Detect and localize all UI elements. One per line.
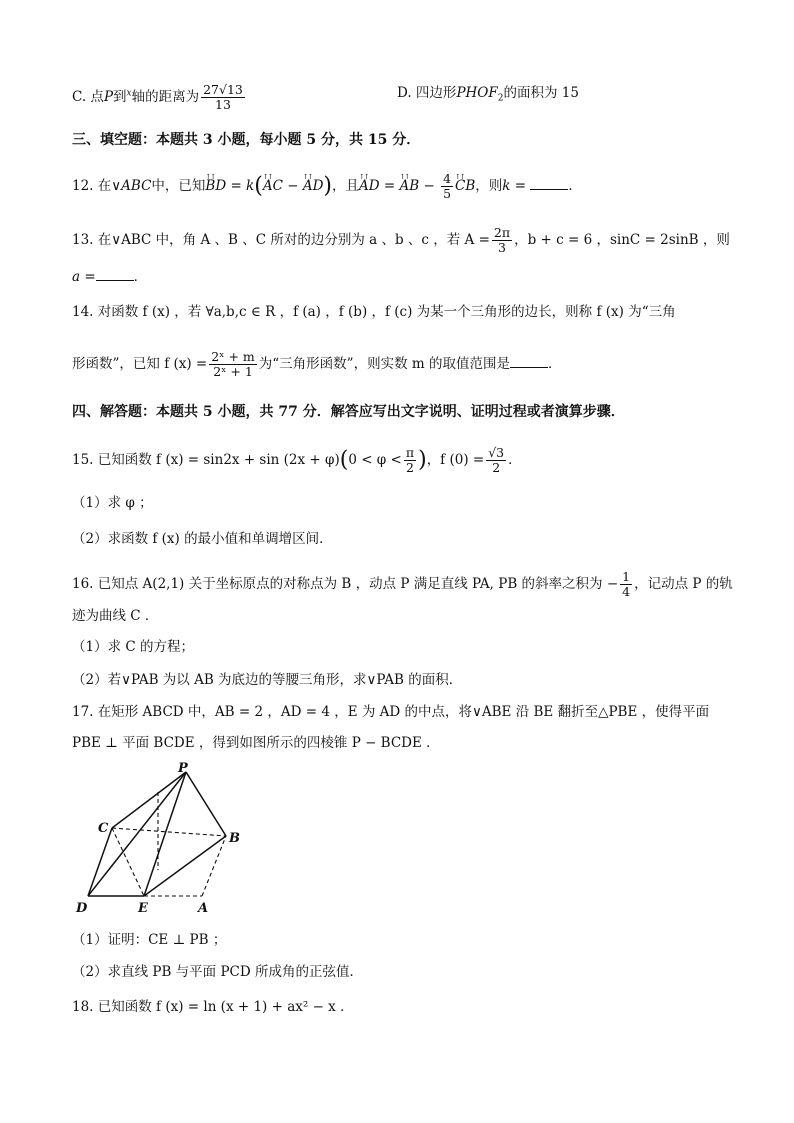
option-d-prefix: D. 四边形 bbox=[397, 85, 457, 101]
section-4-heading: 四、解答题：本题共 5 小题，共 77 分．解答应写出文字说明、证明过程或者演算步骤． bbox=[72, 404, 625, 420]
answer-blank[interactable] bbox=[96, 266, 134, 281]
label-b: B bbox=[229, 831, 240, 846]
frac-numerator: 1 bbox=[622, 569, 631, 584]
vector-ad2: ↑↑ AD bbox=[359, 176, 380, 196]
label-c: C bbox=[98, 821, 109, 836]
vector-ac: ↑↑ AC bbox=[263, 176, 283, 196]
edge-pe bbox=[144, 772, 186, 896]
point-p: P bbox=[103, 89, 114, 105]
left-paren: ( bbox=[254, 173, 263, 199]
q17-part-2: （2）求直线 PB 与平面 PCD 所成角的正弦值． bbox=[72, 964, 363, 980]
frac-numerator: 2π bbox=[493, 225, 511, 240]
vector-ad: ↑↑ AD bbox=[303, 176, 324, 196]
question-13-line-1 bbox=[72, 226, 730, 255]
frac-denominator: 5 bbox=[443, 186, 452, 201]
label-a: A bbox=[198, 901, 209, 916]
q12-text3: ，且 bbox=[332, 178, 359, 194]
q17-part-1: （1）证明：CE ⊥ PB ； bbox=[72, 932, 227, 948]
question-12 bbox=[72, 172, 582, 201]
q12-eq: = bbox=[379, 178, 400, 194]
q13-end: ． bbox=[133, 269, 148, 285]
question-15 bbox=[72, 446, 522, 475]
distance-fraction bbox=[201, 83, 245, 112]
quad-subscript: 2 bbox=[497, 93, 504, 104]
q12-k: = k bbox=[226, 178, 255, 194]
q12-k2: k bbox=[502, 178, 511, 194]
q15-text: 15. 已知函数 f (x) = sin2x + sin (2x + φ) bbox=[72, 452, 340, 468]
frac-numerator: 2ˣ + m bbox=[211, 349, 255, 364]
q14-text3: 为“三角形函数”，则实数 m 的取值范围是 bbox=[258, 356, 510, 372]
option-c-text2: 轴的距离为 bbox=[131, 89, 200, 105]
question-16-line-1 bbox=[72, 570, 733, 599]
q12-end: ． bbox=[568, 178, 582, 194]
q16-fraction bbox=[620, 570, 632, 599]
frac-denominator: 4 bbox=[622, 584, 631, 599]
q14-fraction bbox=[209, 350, 257, 379]
option-c-prefix: C. 点 bbox=[72, 89, 104, 105]
triangle-name: ABC bbox=[121, 178, 152, 194]
x-axis-label: x bbox=[126, 88, 132, 99]
q14-text2: 形函数”，已知 f (x) = bbox=[72, 356, 208, 372]
label-e: E bbox=[138, 901, 148, 916]
q13-text2: ，b + c = 6 ，sinC = 2sinB ，则 bbox=[514, 232, 730, 248]
vector-ab: ↑↑ AB bbox=[399, 176, 419, 196]
q16-part-2: （2）若∨PAB 为以 AB 为底边的等腰三角形，求∨PAB 的面积． bbox=[72, 672, 463, 688]
q14-end: ． bbox=[547, 356, 562, 372]
q15-cond: 0 < φ < bbox=[348, 452, 402, 468]
vector-cb: ↑↑ CB bbox=[455, 176, 475, 196]
question-18: 18. 已知函数 f (x) = ln (x + 1) + ax² − x ． bbox=[72, 999, 354, 1015]
frac-denominator: 3 bbox=[498, 240, 506, 255]
q15-part-1: （1）求 φ ； bbox=[72, 495, 153, 511]
frac-denominator: 2 bbox=[406, 460, 414, 475]
edge-pb bbox=[186, 772, 226, 836]
q16-text2: ，记动点 P 的轨 bbox=[634, 576, 733, 592]
frac-numerator: π bbox=[405, 445, 415, 460]
question-13-line-2 bbox=[72, 266, 147, 287]
vector-bd: ↑↑ BD bbox=[205, 176, 226, 196]
q13-a-eq: a = bbox=[72, 269, 96, 285]
question-17-line-1: 17. 在矩形 ABCD 中，AB = 2 ，AD = 4 ，E 为 AD 的中点，将∨ABE 沿 BE 翻折至△PBE ，使得平面 bbox=[72, 704, 710, 720]
frac-denominator: 2 bbox=[492, 460, 501, 475]
q12-minus2: − bbox=[419, 178, 440, 194]
label-p: P bbox=[178, 762, 188, 776]
q15-part-2: （2）求函数 f (x) 的最小值和单调增区间． bbox=[72, 531, 333, 547]
q13-fraction bbox=[492, 226, 512, 255]
question-14-line-1 bbox=[72, 302, 676, 322]
frac-denominator: 13 bbox=[215, 97, 231, 112]
q13-text: 13. 在∨ABC 中，角 A 、B 、C 所对的边分别为 a 、b 、c ，若 A = bbox=[72, 232, 490, 248]
q11-option-c bbox=[72, 83, 247, 112]
answer-blank[interactable] bbox=[530, 175, 568, 190]
question-14-line-2 bbox=[72, 350, 561, 379]
frac-numerator: √3 bbox=[488, 445, 505, 460]
right-paren: ) bbox=[418, 447, 427, 473]
q12-text4: ，则 bbox=[475, 178, 503, 194]
question-17-line-2: PBE ⊥ 平面 BCDE ，得到如图所示的四棱锥 P − BCDE ． bbox=[72, 735, 440, 751]
frac-numerator: 4 bbox=[443, 171, 452, 186]
edge-cb-hidden bbox=[112, 828, 226, 836]
right-paren: ) bbox=[323, 173, 332, 199]
label-d: D bbox=[76, 901, 88, 916]
frac-numerator: 27√13 bbox=[203, 82, 243, 97]
option-d-suffix: 的面积为 15 bbox=[503, 85, 579, 101]
edge-eb bbox=[144, 836, 226, 896]
q16-part-1: （1）求 C 的方程； bbox=[72, 639, 195, 655]
q15-pi-fraction bbox=[404, 446, 416, 475]
q12-text2: 中，已知 bbox=[151, 178, 206, 194]
section-3-heading: 三、填空题：本题共 3 小题，每小题 5 分，共 15 分． bbox=[72, 132, 421, 148]
left-paren: ( bbox=[339, 447, 349, 473]
q15-end: ． bbox=[508, 452, 522, 468]
q12-minus: − bbox=[282, 178, 303, 194]
question-16-line-2: 迹为曲线 C ． bbox=[72, 608, 159, 624]
q16-text: 16. 已知点 A(2,1) 关于坐标原点的对称点为 B ，动点 P 满足直线 PA, PB 的斜率之积为 − bbox=[72, 576, 619, 592]
quad-name: PHOF bbox=[456, 85, 498, 101]
edge-cd bbox=[88, 828, 112, 896]
q12-eq2: = bbox=[510, 178, 531, 194]
q12-fraction bbox=[441, 172, 453, 201]
q12-text: 12. 在∨ bbox=[72, 178, 122, 194]
q14-text: 14. 对函数 f (x) ，若 ∀a,b,c ∈ R ，f (a) ，f (b) ，f (c) 为某一个三角形的边长，则称 f (x) 为“三角 bbox=[72, 304, 676, 320]
pyramid-figure bbox=[72, 762, 252, 918]
frac-denominator: 2ˣ + 1 bbox=[213, 364, 253, 379]
q11-option-d bbox=[397, 83, 579, 109]
answer-blank[interactable] bbox=[510, 353, 548, 368]
option-c-text: 到 bbox=[113, 89, 127, 105]
q15-root-fraction bbox=[486, 446, 506, 475]
q15-text2: ，f (0) = bbox=[426, 452, 485, 468]
edge-ce-hidden bbox=[112, 828, 144, 896]
